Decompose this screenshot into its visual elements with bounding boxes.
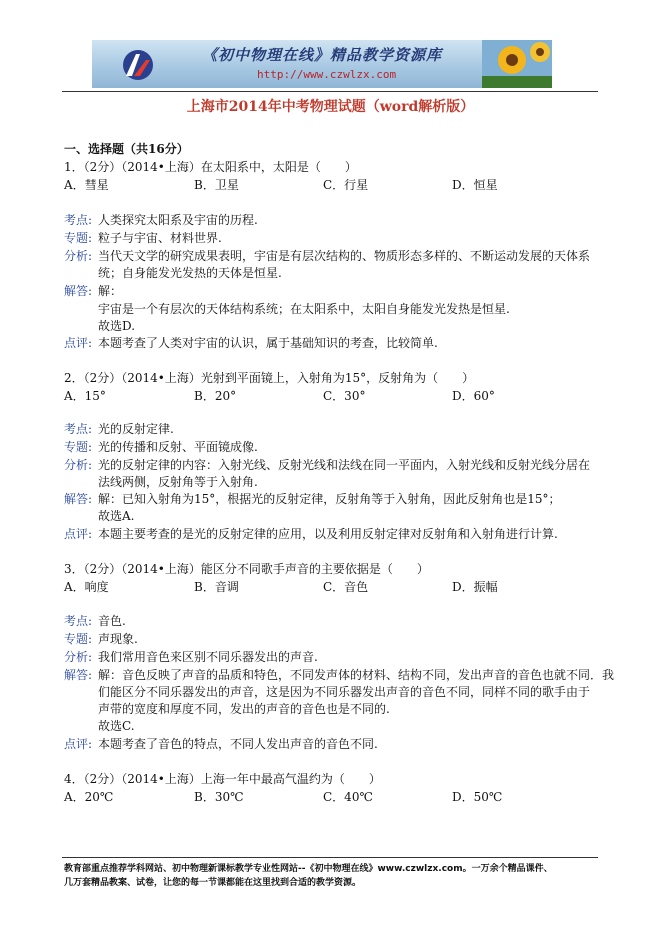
- jieda-text: 们能区分不同乐器发出的声音，这是因为不同乐器发出声音的音色不同，同样不同的歌手由于: [98, 685, 591, 699]
- banner-url[interactable]: http://www.czwlzx.com: [257, 68, 397, 81]
- option-b: B．音调: [194, 580, 239, 594]
- option-a: A．彗星: [64, 178, 109, 192]
- footer-line: 几万套精品教案、试卷，让您的每一节课都能在这里找到合适的教学资源。: [64, 878, 362, 888]
- jieda-text: 解：已知入射角为15°，根据光的反射定律，反射角等于入射角，因此反射角也是15°；: [98, 492, 561, 506]
- label-dianping: 点评:: [64, 527, 93, 541]
- option-b: B．卫星: [194, 178, 239, 192]
- option-c: C．音色: [323, 580, 369, 594]
- option-a: A．20℃: [64, 790, 114, 804]
- fenxi-text: 当代天文学的研究成果表明，宇宙是有层次结构的、物质形态多样的、不断运动发展的天体系: [98, 249, 591, 263]
- label-zhuanti: 专题:: [64, 440, 93, 454]
- label-kaodian: 考点:: [64, 213, 93, 227]
- label-dianping: 点评:: [64, 336, 93, 350]
- question-stem: 4．（2分）（2014•上海）上海一年中最高气温约为（ ）: [64, 772, 381, 786]
- sunflower-icon: [482, 40, 552, 88]
- kaodian-text: 人类探究太阳系及宇宙的历程.: [98, 213, 258, 227]
- fenxi-text: 统；自身能发光发热的天体是恒星.: [98, 266, 282, 280]
- label-fenxi: 分析:: [64, 650, 93, 664]
- header-rule: [62, 91, 598, 92]
- label-jieda: 解答:: [64, 492, 93, 506]
- kaodian-text: 光的反射定律.: [98, 422, 174, 436]
- question-stem: 3．（2分）（2014•上海）能区分不同歌手声音的主要依据是（ ）: [64, 562, 429, 576]
- question-stem: 1．（2分）（2014•上海）在太阳系中，太阳是（ ）: [64, 160, 357, 174]
- dianping-text: 本题考查了人类对宇宙的认识，属于基础知识的考查，比较简单.: [98, 336, 438, 350]
- label-kaodian: 考点:: [64, 614, 93, 628]
- jieda-text: 解：: [98, 284, 123, 298]
- option-d: D．振幅: [452, 580, 498, 594]
- zhuanti-text: 光的传播和反射、平面镜成像.: [98, 440, 258, 454]
- jieda-text: 故选C.: [98, 719, 135, 733]
- label-fenxi: 分析:: [64, 249, 93, 263]
- zhuanti-text: 粒子与宇宙、材料世界.: [98, 231, 222, 245]
- jieda-text: 解：音色反映了声音的品质和特色，不同发声体的材料、结构不同，发出声音的音色也就不同．我: [98, 668, 615, 682]
- dianping-text: 本题考查了音色的特点，不同人发出声音的音色不同.: [98, 737, 378, 751]
- zhuanti-text: 声现象.: [98, 632, 138, 646]
- fenxi-text: 我们常用音色来区别不同乐器发出的声音.: [98, 650, 318, 664]
- document-title: 上海市2014年中考物理试题（word解析版）: [186, 99, 475, 115]
- option-a: A．15°: [64, 389, 106, 403]
- jieda-text: 宇宙是一个有层次的天体结构系统；在太阳系中，太阳自身能发光发热是恒星.: [98, 302, 510, 316]
- label-zhuanti: 专题:: [64, 632, 93, 646]
- label-zhuanti: 专题:: [64, 231, 93, 245]
- header-banner: [92, 40, 552, 88]
- label-kaodian: 考点:: [64, 422, 93, 436]
- jieda-text: 故选A.: [98, 509, 135, 523]
- option-c: C．行星: [323, 178, 369, 192]
- label-fenxi: 分析:: [64, 458, 93, 472]
- label-jieda: 解答:: [64, 668, 93, 682]
- option-d: D．恒星: [452, 178, 498, 192]
- jieda-text: 声带的宽度和厚度不同，发出的声音的音色也是不同的.: [98, 702, 390, 716]
- label-dianping: 点评:: [64, 737, 93, 751]
- option-d: D．60°: [452, 389, 495, 403]
- kaodian-text: 音色.: [98, 614, 126, 628]
- jieda-text: 故选D.: [98, 319, 136, 333]
- footer-line: 教育部重点推荐学科网站、初中物理新课标教学专业性网站--《初中物理在线》www.czwlzx.com。一万余个精品课件、: [64, 864, 553, 874]
- option-a: A．响度: [64, 580, 109, 594]
- option-c: C．30°: [323, 389, 366, 403]
- option-b: B．30℃: [194, 790, 244, 804]
- banner-title: 《初中物理在线》精品教学资源库: [202, 46, 443, 64]
- logo-icon: [120, 48, 156, 82]
- section-title: 一、选择题（共16分）: [64, 142, 189, 156]
- question-stem: 2．（2分）（2014•上海）光射到平面镜上，入射角为15°，反射角为（ ）: [64, 371, 475, 385]
- fenxi-text: 光的反射定律的内容：入射光线、反射光线和法线在同一平面内，入射光线和反射光线分居在: [98, 458, 591, 472]
- option-d: D．50℃: [452, 790, 503, 804]
- footer-rule: [62, 857, 598, 858]
- dianping-text: 本题主要考查的是光的反射定律的应用，以及利用反射定律对反射角和入射角进行计算.: [98, 527, 558, 541]
- option-b: B．20°: [194, 389, 237, 403]
- option-c: C．40℃: [323, 790, 373, 804]
- fenxi-text: 法线两侧，反射角等于入射角.: [98, 475, 258, 489]
- label-jieda: 解答:: [64, 284, 93, 298]
